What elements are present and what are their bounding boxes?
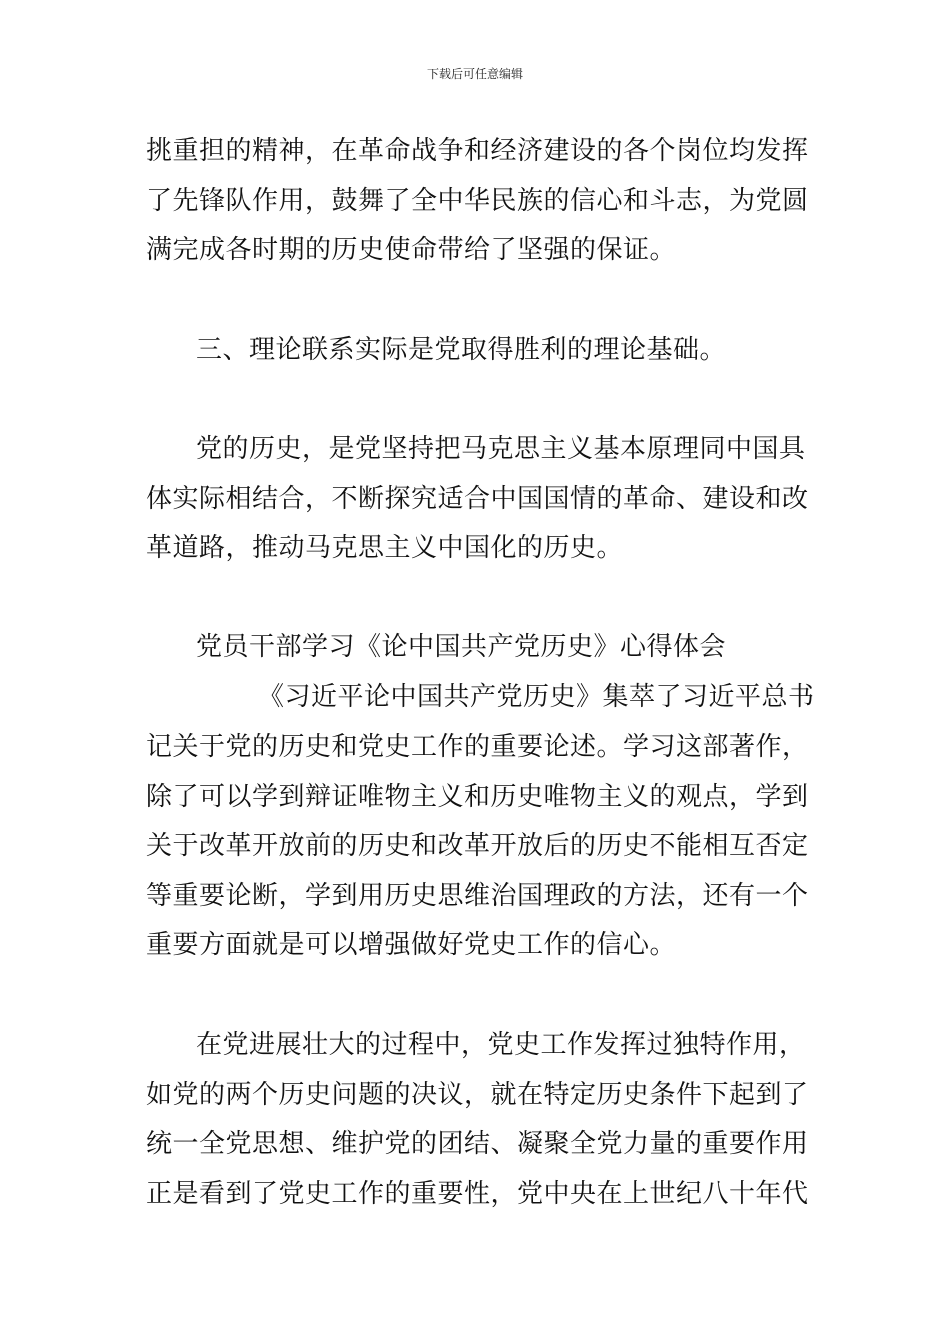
paragraph-line: 在党进展壮大的过程中，党史工作发挥过独特作用， [196, 1030, 806, 1060]
paragraph-line: 正是看到了党史工作的重要性，党中央在上世纪八十年代 [146, 1179, 809, 1209]
paragraph-line: 重要方面就是可以增强做好党史工作的信心。 [146, 930, 677, 960]
paragraph-line: 党的历史，是党坚持把马克思主义基本原理同中国具 [196, 434, 806, 464]
article-title: 党员干部学习《论中国共产党历史》心得体会 [196, 632, 727, 662]
section-heading: 三、理论联系实际是党取得胜利的理论基础。 [196, 335, 727, 365]
paragraph-line: 挑重担的精神，在革命战争和经济建设的各个岗位均发挥 [146, 136, 809, 166]
page-header: 下载后可任意编辑 [426, 67, 523, 81]
paragraph-line: 关于改革开放前的历史和改革开放后的历史不能相互否定 [146, 831, 809, 861]
paragraph-line: 等重要论断，学到用历史思维治国理政的方法，还有一个 [146, 881, 809, 911]
paragraph-line: 了先锋队作用，鼓舞了全中华民族的信心和斗志，为党圆 [146, 186, 809, 216]
paragraph-line: 满完成各时期的历史使命带给了坚强的保证。 [146, 235, 677, 265]
paragraph-line: 除了可以学到辩证唯物主义和历史唯物主义的观点，学到 [146, 782, 809, 812]
paragraph-line: 体实际相结合，不断探究适合中国国情的革命、建设和改 [146, 484, 809, 514]
paragraph-line: 记关于党的历史和党史工作的重要论述。学习这部著作， [146, 732, 809, 762]
paragraph-line: 《习近平论中国共产党历史》集萃了习近平总书 [258, 682, 815, 712]
paragraph-line: 如党的两个历史问题的决议，就在特定历史条件下起到了 [146, 1080, 809, 1110]
paragraph-line: 统一全党思想、维护党的团结、凝聚全党力量的重要作用 [146, 1129, 809, 1159]
paragraph-line: 革道路，推动马克思主义中国化的历史。 [146, 533, 624, 563]
